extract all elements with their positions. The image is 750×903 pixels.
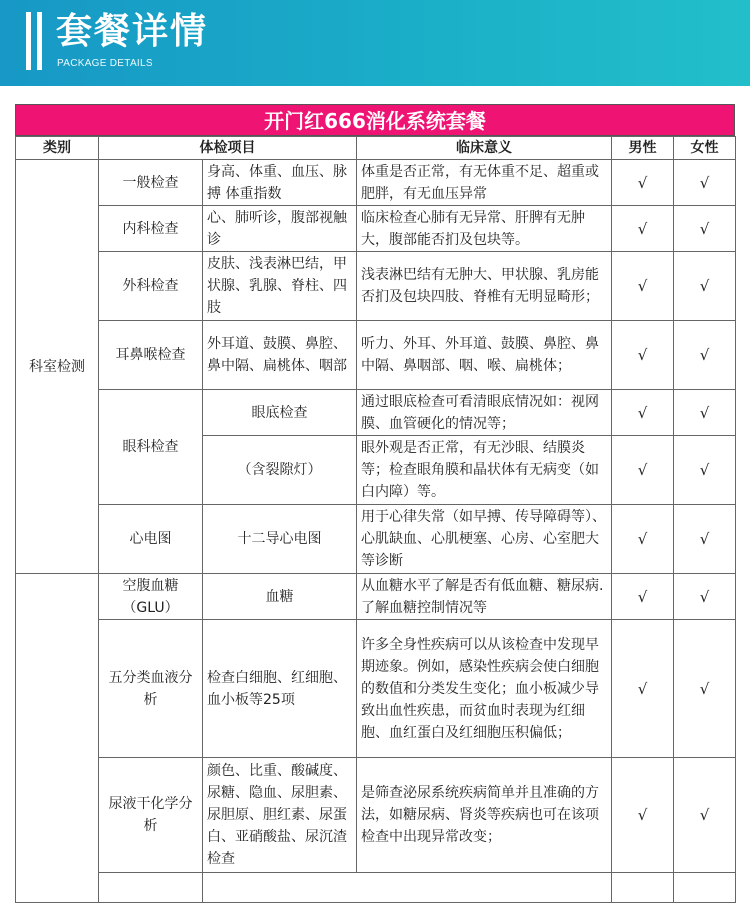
item-detail: （含裂隙灯）: [203, 436, 357, 505]
item-name: 内科检查: [99, 206, 203, 252]
item-meaning: 浅表淋巴结有无肿大、甲状腺、乳房能否扪及包块四肢、脊椎有无明显畸形；: [357, 252, 612, 321]
item-name: 五分类血液分析: [99, 620, 203, 758]
item-meaning: 通过眼底检查可看清眼底情况如：视网膜、血管硬化的情况等；: [357, 390, 612, 436]
page-header: [0, 0, 750, 86]
item-meaning: 体重是否正常，有无体重不足、超重或肥胖，有无血压异常: [357, 160, 612, 206]
female-check: √: [674, 390, 736, 436]
item-name: 耳鼻喉检查: [99, 321, 203, 390]
package-title: 开门红666消化系统套餐: [15, 104, 735, 136]
table-row: [16, 758, 736, 873]
item-detail: 皮肤、浅表淋巴结，甲状腺、乳腺、脊柱、四肢: [203, 252, 357, 321]
table-row: [16, 390, 736, 436]
table-row: [16, 574, 736, 620]
item-name: 外科检查: [99, 252, 203, 321]
column-header-category: 类别: [16, 137, 99, 160]
male-check: √: [612, 436, 674, 505]
column-header-item: 体检项目: [99, 137, 357, 160]
page-title: 套餐详情: [56, 11, 209, 52]
item-name: 眼科检查: [99, 390, 203, 505]
item-name: 尿液干化学分析: [99, 758, 203, 873]
column-header-female: 女性: [674, 137, 736, 160]
item-detail: 颜色、比重、酸碱度、尿糖、隐血、尿胆素、尿胆原、胆红素、尿蛋白、亚硝酸盐、尿沉渣检查: [203, 758, 357, 873]
column-header-meaning: 临床意义: [357, 137, 612, 160]
item-name: 心电图: [99, 505, 203, 574]
header-bar-decoration: [26, 12, 31, 70]
male-check: √: [612, 160, 674, 206]
table-cell: [99, 873, 203, 903]
item-name: 空腹血糖（GLU）: [99, 574, 203, 620]
item-name: 一般检查: [99, 160, 203, 206]
male-check: √: [612, 252, 674, 321]
table-row: [16, 620, 736, 758]
female-check: √: [674, 206, 736, 252]
item-meaning: 眼外观是否正常，有无沙眼、结膜炎等；检查眼角膜和晶状体有无病变（如白内障）等。: [357, 436, 612, 505]
female-check: √: [674, 160, 736, 206]
item-detail: 身高、体重、血压、脉搏 体重指数: [203, 160, 357, 206]
female-check: √: [674, 321, 736, 390]
female-check: √: [674, 620, 736, 758]
item-detail: 心、肺听诊，腹部视触诊: [203, 206, 357, 252]
table-row: [16, 321, 736, 390]
item-meaning: 听力、外耳、外耳道、鼓膜、鼻腔、鼻中隔、鼻咽部、咽、喉、扁桃体；: [357, 321, 612, 390]
table-cell: [203, 873, 612, 903]
category-cell: [16, 574, 99, 903]
package-table: [15, 136, 736, 903]
male-check: √: [612, 321, 674, 390]
item-detail: 十二导心电图: [203, 505, 357, 574]
female-check: √: [674, 505, 736, 574]
item-meaning: 用于心律失常（如早搏、传导障碍等）、心肌缺血、心肌梗塞、心房、心室肥大等诊断: [357, 505, 612, 574]
page-subtitle: PACKAGE DETAILS: [57, 58, 153, 69]
table-row: [16, 206, 736, 252]
table-row: [16, 505, 736, 574]
female-check: √: [674, 758, 736, 873]
male-check: √: [612, 390, 674, 436]
item-meaning: 是筛查泌尿系统疾病简单并且准确的方法，如糖尿病、肾炎等疾病也可在该项检查中出现异常改变；: [357, 758, 612, 873]
item-meaning: 从血糖水平了解是否有低血糖、糖尿病.了解血糖控制情况等: [357, 574, 612, 620]
column-header-male: 男性: [612, 137, 674, 160]
male-check: √: [612, 505, 674, 574]
male-check: √: [612, 620, 674, 758]
table-row: [16, 873, 736, 903]
table-header-row: [16, 137, 736, 160]
table-cell: [612, 873, 674, 903]
item-meaning: 许多全身性疾病可以从该检查中发现早期迹象。例如，感染性疾病会使白细胞的数值和分类发生变化；血小板减少导致出血性疾患，而贫血时表现为红细胞、血红蛋白及红细胞压积偏低；: [357, 620, 612, 758]
female-check: √: [674, 574, 736, 620]
item-detail: 眼底检查: [203, 390, 357, 436]
item-detail: 检查白细胞、红细胞、血小板等25项: [203, 620, 357, 758]
female-check: √: [674, 252, 736, 321]
table-row: [16, 160, 736, 206]
category-cell: 科室检测: [16, 160, 99, 574]
table-row: [16, 252, 736, 321]
item-detail: 外耳道、鼓膜、鼻腔、鼻中隔、扁桃体、咽部: [203, 321, 357, 390]
table-cell: [674, 873, 736, 903]
male-check: √: [612, 758, 674, 873]
header-bar-decoration: [37, 12, 42, 70]
male-check: √: [612, 574, 674, 620]
female-check: √: [674, 436, 736, 505]
male-check: √: [612, 206, 674, 252]
item-detail: 血糖: [203, 574, 357, 620]
item-meaning: 临床检查心肺有无异常、肝脾有无肿大，腹部能否扪及包块等。: [357, 206, 612, 252]
